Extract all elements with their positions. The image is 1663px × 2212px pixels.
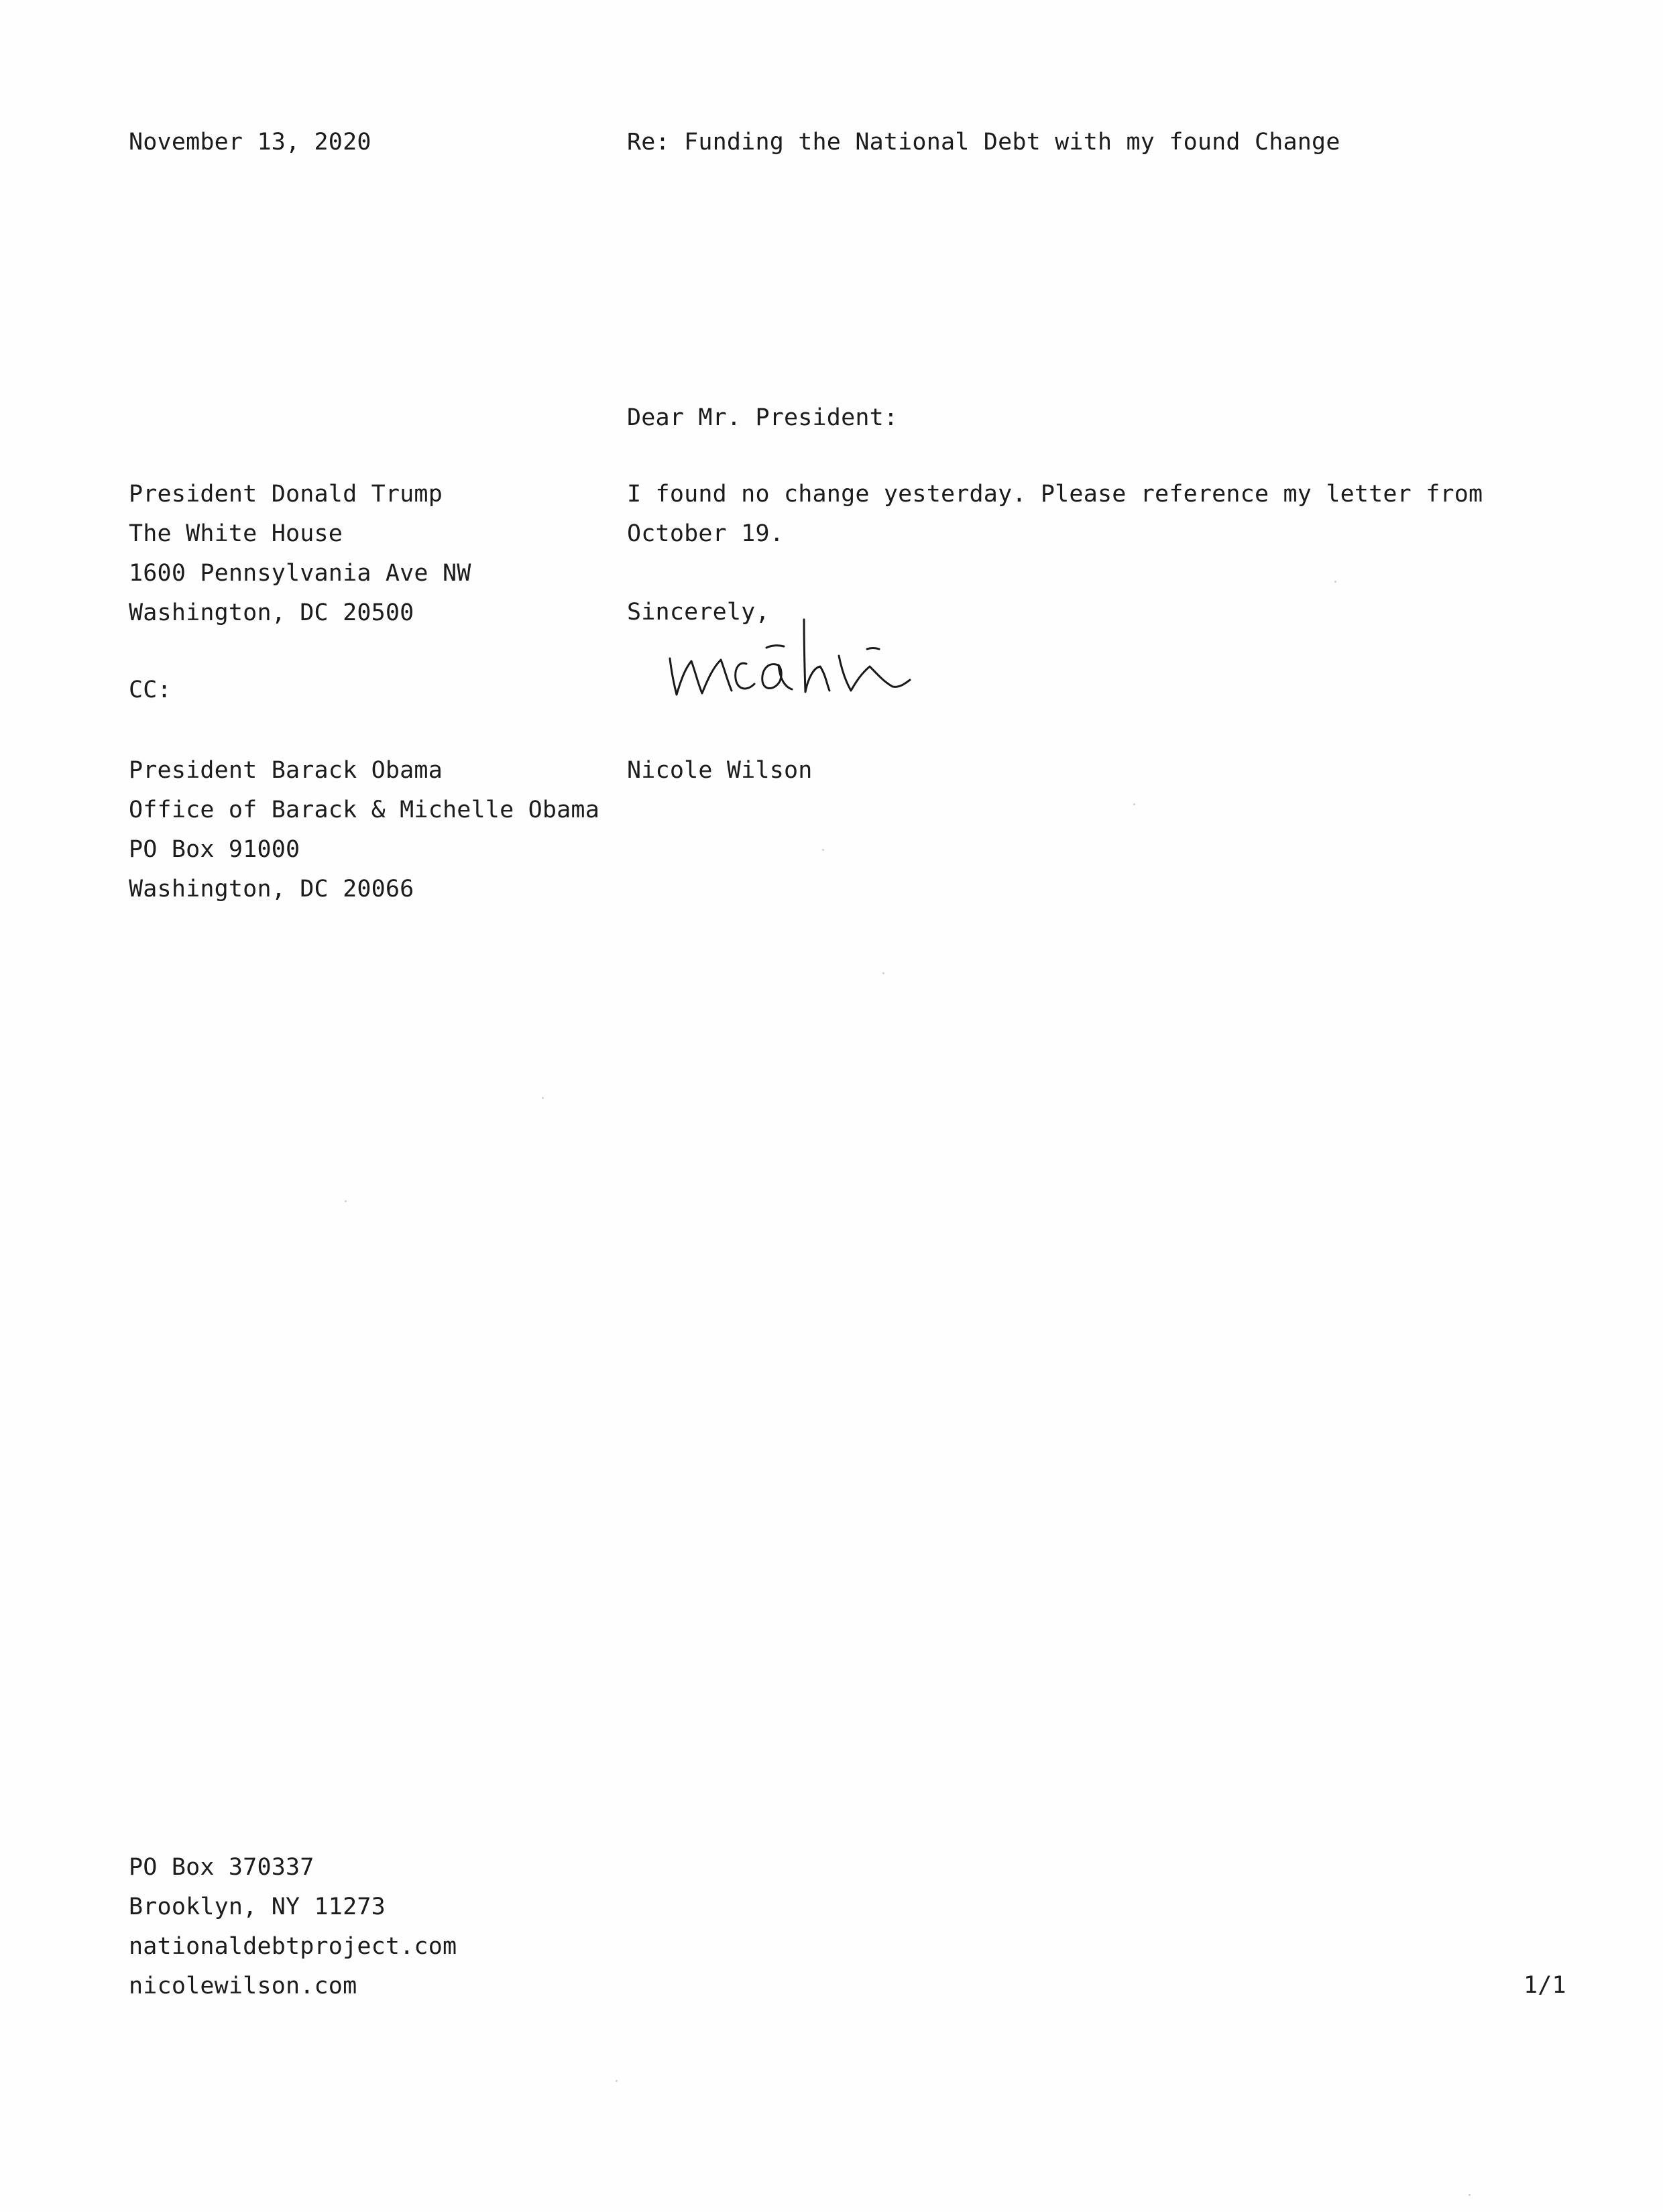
scan-speck — [1133, 803, 1135, 805]
recipient-line: President Donald Trump — [129, 481, 443, 508]
footer-line: nicolewilson.com — [129, 1973, 357, 1999]
footer-line: PO Box 370337 — [129, 1854, 314, 1881]
letter-date: November 13, 2020 — [129, 129, 371, 156]
letter-subject: Re: Funding the National Debt with my found Change — [627, 129, 1340, 156]
scan-speck — [882, 972, 884, 974]
page-number: 1/1 — [1524, 1972, 1566, 1999]
handwritten-signature — [661, 617, 969, 717]
scan-speck — [345, 1200, 347, 1202]
sender-name: Nicole Wilson — [627, 757, 813, 784]
scan-speck — [822, 849, 824, 851]
recipient-line: The White House — [129, 520, 343, 547]
footer-line: nationaldebtproject.com — [129, 1933, 457, 1960]
cc-recipient-line: Office of Barack & Michelle Obama — [129, 797, 599, 823]
body-line: October 19. — [627, 520, 784, 547]
cc-recipient-line: Washington, DC 20066 — [129, 876, 414, 903]
salutation: Dear Mr. President: — [627, 404, 899, 431]
cc-recipient-address — [129, 751, 599, 909]
scan-speck — [1334, 581, 1336, 583]
cc-recipient-line: PO Box 91000 — [129, 836, 300, 863]
cc-label: CC: — [129, 677, 172, 703]
closing: Sincerely, — [627, 599, 770, 626]
recipient-line: Washington, DC 20500 — [129, 599, 414, 626]
footer-address — [129, 1848, 457, 2006]
footer-line: Brooklyn, NY 11273 — [129, 1894, 386, 1920]
scan-speck — [616, 2080, 618, 2082]
letter-body — [627, 475, 1483, 554]
scan-speck — [1469, 2194, 1471, 2196]
recipient-line: 1600 Pennsylvania Ave NW — [129, 560, 471, 587]
scan-speck — [542, 1097, 544, 1099]
cc-recipient-line: President Barack Obama — [129, 757, 443, 784]
body-line: I found no change yesterday. Please reference my letter from — [627, 481, 1483, 508]
recipient-address — [129, 475, 471, 633]
